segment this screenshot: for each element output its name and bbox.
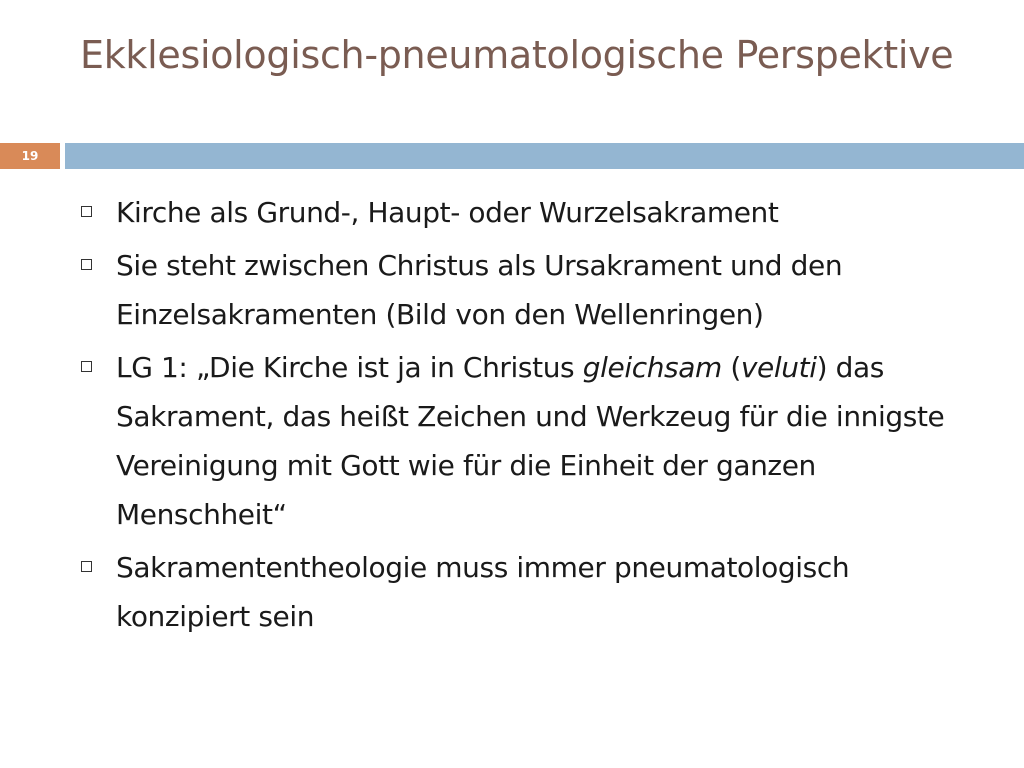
- bullet-list: [78, 188, 958, 645]
- bullet-item: [78, 188, 958, 237]
- slide-number: 19: [0, 143, 60, 169]
- hollow-square-icon: [81, 259, 92, 270]
- bullet-text-part: (: [721, 351, 741, 384]
- bullet-text-part: ) das Sakrament, das heißt Zeichen und Werkzeug für die innigste Vereinigung mit Gott wie für die Einheit der ganzen Menschheit“: [116, 351, 945, 531]
- bullet-text: Sakramententheologie muss immer pneumatologisch konzipiert sein: [116, 551, 850, 633]
- hollow-square-icon: [81, 361, 92, 372]
- bullet-text: Sie steht zwischen Christus als Ursakrament und den Einzelsakramenten (Bild von den Wellenringen): [116, 249, 843, 331]
- bullet-italic-term: gleichsam: [582, 351, 722, 384]
- bullet-italic-term: veluti: [740, 351, 817, 384]
- hollow-square-icon: [81, 561, 92, 572]
- bullet-item: [78, 241, 958, 339]
- slide-title: Ekklesiologisch-pneumatologische Perspektive: [80, 33, 954, 77]
- bullet-item: [78, 343, 958, 539]
- bullet-text-part: LG 1: „Die Kirche ist ja in Christus: [116, 351, 583, 384]
- hollow-square-icon: [81, 206, 92, 217]
- header-rule-bar: [65, 143, 1024, 169]
- bullet-text: Kirche als Grund-, Haupt- oder Wurzelsakrament: [116, 196, 779, 229]
- bullet-item: [78, 543, 958, 641]
